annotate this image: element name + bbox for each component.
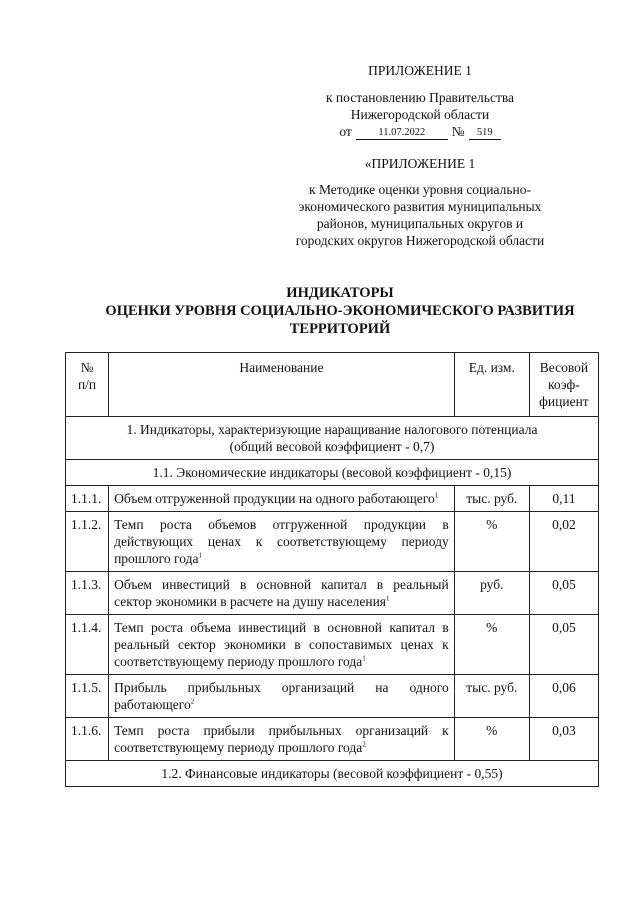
title-line: ТЕРРИТОРИЙ [289,321,391,337]
section-1-heading [66,417,599,460]
footnote-mark: 1 [434,491,439,500]
row-unit: тыс. руб. [454,486,529,512]
subsection-row [66,460,599,486]
row-num: 1.1.4. [66,615,109,675]
row-weight: 0,11 [529,486,598,512]
row-name [109,486,455,512]
header-name: Наименование [109,353,455,417]
row-weight: 0,06 [529,675,598,718]
row-name-text: Объем инвестиций в основной капитал в реальный сектор экономики в расчете на душу населения [114,577,449,609]
header-weight-line: Весовой [539,360,589,375]
subsection-1-2-heading: 1.2. Финансовые индикаторы (весовой коэффициент - 0,55) [66,761,599,787]
table-row [66,718,599,761]
table-header-row [66,353,599,417]
resolution-number: 519 [469,127,501,140]
row-name [109,718,455,761]
row-name-text: Темп роста объема инвестиций в основной капитал в реальный сектор экономики в сопоставимых ценах к соответствующему периоду прошлого года [114,620,449,669]
row-weight: 0,02 [529,512,598,572]
appendix-label-secondary: «ПРИЛОЖЕНИЕ 1 [364,156,476,171]
row-name [109,615,455,675]
row-unit: % [454,718,529,761]
row-num: 1.1.5. [66,675,109,718]
indicators-table [65,352,599,787]
date-prefix: от [339,124,352,139]
row-weight: 0,05 [529,572,598,615]
subsection-row [66,761,599,787]
row-num: 1.1.1. [66,486,109,512]
row-unit: % [454,615,529,675]
footnote-mark: 1 [198,551,202,560]
row-unit: % [454,512,529,572]
subsection-1-1-heading: 1.1. Экономические индикаторы (весовой коэффициент - 0,15) [66,460,599,486]
footnote-mark: 2 [362,740,366,749]
table-row [66,615,599,675]
methodology-reference [270,181,570,249]
row-num: 1.1.2. [66,512,109,572]
table-row [66,512,599,572]
methodology-line: городских округов Нижегородской области [295,233,545,248]
resolution-date-number [290,123,550,140]
header-unit: Ед. изм. [454,353,529,417]
row-name [109,512,455,572]
header-num-line: п/п [77,377,97,392]
resolution-line: Нижегородской области [350,107,490,122]
methodology-line: районов, муниципальных округов и [316,216,524,231]
table-row [66,572,599,615]
section-row [66,417,599,460]
resolution-line: к постановлению Правительства [325,90,515,105]
row-name-text: Темп роста объемов отгруженной продукции в действующих ценах к соответствующему периоду прошлого года [114,517,449,566]
header-weight-line: коэф- [548,377,580,392]
row-name [109,675,455,718]
header-num-line: № [80,360,94,375]
section-1-line: 1. Индикаторы, характеризующие наращивание налогового потенциала [126,422,538,437]
resolution-date: 11.07.2022 [356,127,448,140]
title-line: ИНДИКАТОРЫ [286,285,394,301]
footnote-mark: 1 [362,654,366,663]
row-num: 1.1.3. [66,572,109,615]
appendix-label: ПРИЛОЖЕНИЕ 1 [368,63,472,78]
row-num: 1.1.6. [66,718,109,761]
resolution-reference [290,89,550,123]
row-name-text: Прибыль прибыльных организаций на одного работающего [114,680,449,712]
table-row [66,675,599,718]
footnote-mark: 1 [386,594,390,603]
number-sign: № [451,124,465,139]
row-weight: 0,05 [529,615,598,675]
table-row [66,486,599,512]
section-1-line: (общий весовой коэффициент - 0,7) [229,439,435,454]
row-unit: тыс. руб. [454,675,529,718]
footnote-mark: 2 [190,697,195,706]
row-unit: руб. [454,572,529,615]
document-title [60,284,620,338]
row-name [109,572,455,615]
methodology-line: экономического развития муниципальных [298,199,542,214]
title-line: ОЦЕНКИ УРОВНЯ СОЦИАЛЬНО-ЭКОНОМИЧЕСКОГО РАЗВИТИЯ [105,303,575,319]
row-weight: 0,03 [529,718,598,761]
header-weight-line: фициент [539,394,589,409]
row-name-text: Объем отгруженной продукции на одного работающего [114,491,435,506]
methodology-line: к Методике оценки уровня социально- [309,182,531,197]
header-weight [529,353,598,417]
header-num [66,353,109,417]
row-name-text: Темп роста прибыли прибыльных организаций к соответствующему периоду прошлого года [114,723,449,755]
